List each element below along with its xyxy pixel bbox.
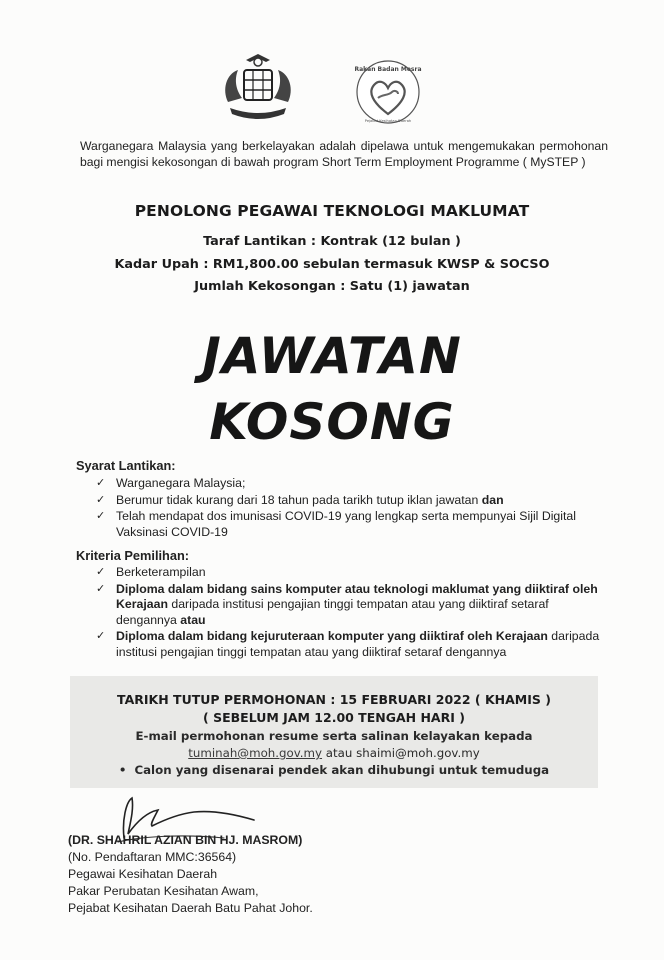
vacancy-count: Jumlah Kekosongan : Satu (1) jawatan <box>194 279 470 294</box>
criteria-text: Berketerampilan <box>116 565 206 579</box>
rakan-badan-subtext: Pejabat Kesihatan Daerah <box>364 119 412 123</box>
malaysia-coat-of-arms-logo <box>216 52 300 124</box>
rakan-badan-text: Rakan Badan Mesra <box>354 66 422 73</box>
appointment-status: Taraf Lantikan : Kontrak (12 bulan ) <box>203 234 461 249</box>
signatory-role: Pegawai Kesihatan Daerah <box>68 867 218 881</box>
registration-number: (No. Pendaftaran MMC:36564) <box>68 850 237 864</box>
headline-line-1: JAWATAN <box>202 327 462 385</box>
requirement-text: Telah mendapat dos imunisasi COVID-19 yang lengkap serta mempunyai Sijil Digital Vaksinasi COVID-19 <box>116 509 576 539</box>
email-addresses <box>70 746 598 760</box>
checkmark-icon: ✓ <box>96 493 106 506</box>
requirement-text: Berumur tidak kurang dari 18 tahun pada tarikh tutup iklan jawatan <box>116 492 482 507</box>
closing-time: ( SEBELUM JAM 12.00 TENGAH HARI ) <box>203 710 465 725</box>
signatory-name: (DR. SHAHRIL AZIAN BIN HJ. MASROM) <box>68 833 303 847</box>
checkmark-icon: ✓ <box>96 630 106 642</box>
closing-notice-box <box>70 676 598 788</box>
email-join: atau <box>322 746 357 760</box>
checkmark-icon: ✓ <box>96 582 106 595</box>
closing-date: TARIKH TUTUP PERMOHONAN : 15 FEBRUARI 2022 ( KHAMIS ) <box>117 692 551 707</box>
intro-paragraph: Warganegara Malaysia yang berkelayakan adalah dipelawa untuk mengemukakan permohonan bagi mengisi kekosongan di bawah program Short Term Employment Programme ( MySTEP ) <box>80 139 608 169</box>
requirement-text-bold: dan <box>481 492 504 507</box>
signatory-specialty: Pakar Perubatan Kesihatan Awam, <box>68 884 259 898</box>
email-instruction: E-mail permohonan resume serta salinan kelayakan kepada <box>135 729 533 743</box>
criteria-item <box>96 582 610 629</box>
requirement-item <box>96 476 610 492</box>
criteria-item <box>96 565 610 581</box>
requirements-list <box>96 476 610 541</box>
checkmark-icon: ✓ <box>96 566 106 578</box>
criteria-text-bold: Diploma dalam bidang sains komputer atau teknologi maklumat yang diiktiraf oleh Kerajaan <box>116 581 598 611</box>
shortlist-text: Calon yang disenarai pendek akan dihubungi untuk temuduga <box>134 763 550 777</box>
job-title: PENOLONG PEGAWAI TEKNOLOGI MAKLUMAT <box>134 202 530 220</box>
bullet-icon: • <box>118 763 127 777</box>
headline-line-2: KOSONG <box>209 393 455 451</box>
requirement-item <box>96 493 610 509</box>
criteria-text: daripada institusi pengajian tinggi tempatan atau yang diiktiraf setaraf dengannya <box>116 629 600 659</box>
criteria-text-bold: atau <box>180 612 206 627</box>
signatory-office: Pejabat Kesihatan Daerah Batu Pahat Johor. <box>68 901 313 915</box>
checkmark-icon: ✓ <box>96 477 106 489</box>
criteria-item <box>96 629 610 660</box>
criteria-heading: Kriteria Pemilihan: <box>76 548 190 563</box>
requirement-item <box>96 509 610 540</box>
email-link-2[interactable]: shaimi@moh.gov.my <box>356 746 480 760</box>
checkmark-icon: ✓ <box>96 510 106 522</box>
criteria-list <box>96 565 610 661</box>
email-link-1[interactable]: tuminah@moh.gov.my <box>188 746 323 760</box>
criteria-text-bold: Diploma dalam bidang kejuruteraan komputer yang diiktiraf oleh Kerajaan <box>116 629 548 643</box>
criteria-text: daripada institusi pengajian tinggi tempatan atau yang diiktiraf setaraf dengannya <box>116 597 549 627</box>
requirements-heading: Syarat Lantikan: <box>76 458 176 473</box>
shortlist-note <box>70 763 598 777</box>
requirement-text: Warganegara Malaysia; <box>116 476 246 490</box>
salary-rate: Kadar Upah : RM1,800.00 sebulan termasuk KWSP & SOCSO <box>114 257 550 272</box>
signature-block <box>68 832 313 917</box>
rakan-badan-mesra-logo <box>352 58 424 126</box>
